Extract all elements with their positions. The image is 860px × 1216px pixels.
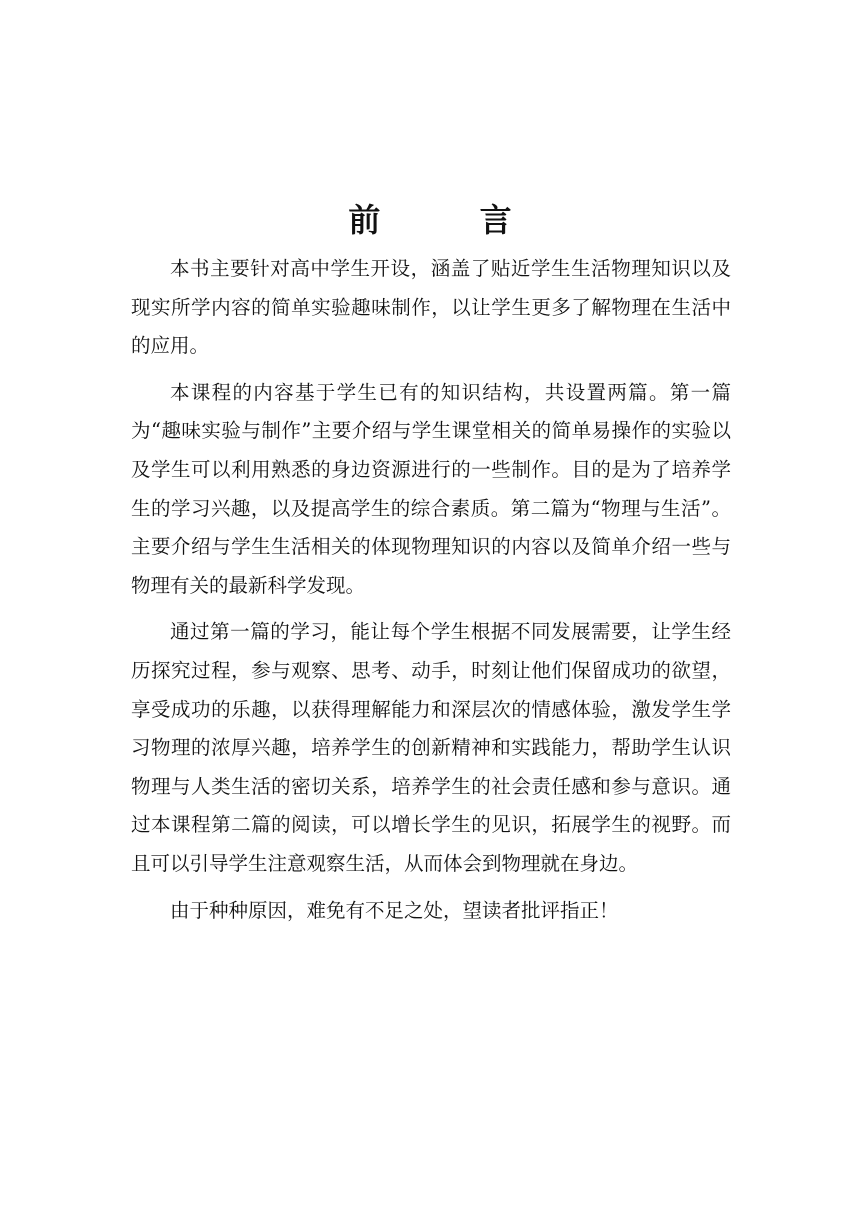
paragraph-2: 本课程的内容基于学生已有的知识结构，共设置两篇。第一篇为“趣味实验与制作”主要介绍与学生课堂相关的简单易操作的实验以及学生可以利用熟悉的身边资源进行的一些制作。目的是为了培养学生的学习兴趣，以及提高学生的综合素质。第二篇为“物理与生活”。主要介绍与学生生活相关的体现物理知识的内容以及简单介绍一些与物理有关的最新科学发现。 bbox=[131, 380, 731, 597]
page-title: 前 言 bbox=[348, 201, 556, 239]
paragraph-4: 由于种种原因，难免有不足之处，望读者批评指正！ bbox=[170, 898, 619, 922]
preface-body bbox=[131, 250, 731, 930]
paragraph-3: 通过第一篇的学习，能让每个学生根据不同发展需要，让学生经历探究过程，参与观察、思考、动手，时刻让他们保留成功的欲望，享受成功的乐趣，以获得理解能力和深层次的情感体验，激发学生学习物理的浓厚兴趣，培养学生的创新精神和实践能力，帮助学生认识物理与人类生活的密切关系，培养学生的社会责任感和参与意识。通过本课程第二篇的阅读，可以增长学生的见识，拓展学生的视野。而且可以引导学生注意观察生活，从而体会到物理就在身边。 bbox=[131, 620, 731, 875]
paragraph-1: 本书主要针对高中学生开设，涵盖了贴近学生生活物理知识以及现实所学内容的简单实验趣味制作，以让学生更多了解物理在生活中的应用。 bbox=[131, 257, 731, 358]
